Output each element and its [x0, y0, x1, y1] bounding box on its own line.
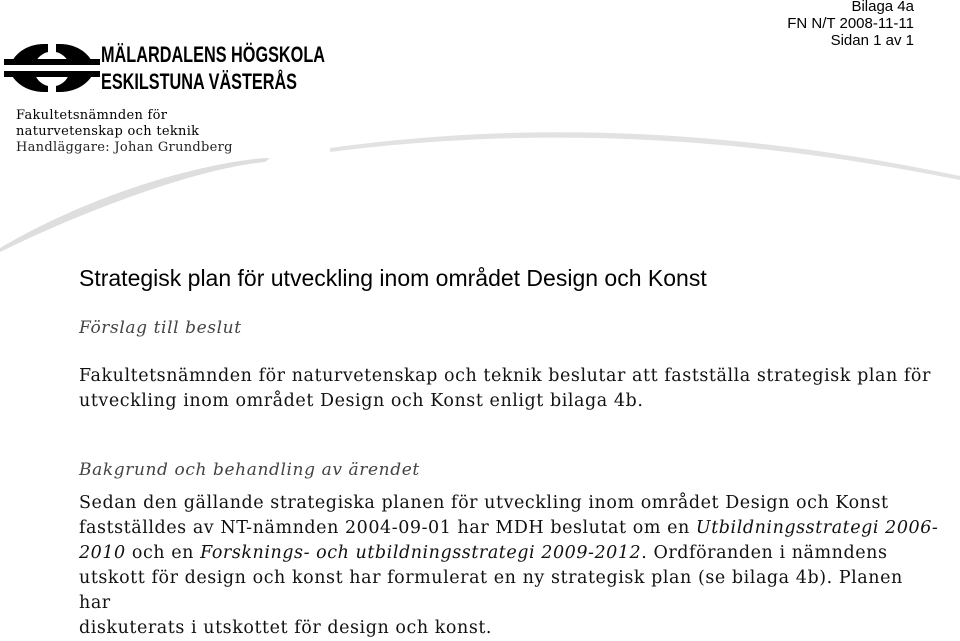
logo-line2: ESKILSTUNA VÄSTERÅS: [101, 69, 367, 94]
education-strategy-ref-b: 2010: [79, 543, 126, 563]
proposal-text: [79, 364, 939, 414]
background-heading: Bakgrund och behandling av ärendet: [79, 460, 420, 480]
university-logo: [4, 38, 367, 98]
background-line-3b: och en: [125, 543, 201, 563]
decorative-swoosh: [0, 118, 960, 258]
handler-line: Handläggare: Johan Grundberg: [16, 140, 233, 155]
faculty-line-1: Fakultetsnämnden för: [16, 108, 168, 123]
proposal-line-1: Fakultetsnämnden för naturvetenskap och teknik beslutar att fastställa strategisk plan för: [79, 366, 931, 386]
background-line-2a: fastställdes av NT-nämnden 2004-09-01 har MDH beslutat om en: [79, 518, 696, 538]
background-line-3d: . Ordföranden i nämndens: [641, 543, 888, 563]
reference-number: FN N/T 2008-11-11: [787, 15, 914, 32]
attachment-label: Bilaga 4a: [851, 0, 914, 15]
document-header-right: [787, 0, 914, 49]
proposal-line-2: utveckling inom området Design och Konst enligt bilaga 4b.: [79, 391, 644, 411]
logo-line1: MÄLARDALENS HÖGSKOLA: [101, 42, 326, 67]
background-line-5: diskuterats i utskottet för design och konst.: [79, 618, 493, 638]
faculty-line-2: naturvetenskap och teknik: [16, 124, 200, 139]
proposal-heading: Förslag till beslut: [79, 318, 242, 338]
background-line-1: Sedan den gällande strategiska planen för utveckling inom området Design och Konst: [79, 493, 889, 513]
background-line-3: [79, 541, 939, 566]
document-title: Strategisk plan för utveckling inom området Design och Konst: [79, 265, 707, 291]
background-line-2: [79, 516, 939, 541]
logo-emblem-icon: [4, 38, 367, 98]
research-strategy-ref: Forsknings- och utbildningsstrategi 2009-2012: [200, 543, 642, 563]
background-text: [79, 491, 939, 641]
page-indicator: Sidan 1 av 1: [830, 32, 914, 49]
background-line-4: utskott för design och konst har formulerat en ny strategisk plan (se bilaga 4b). Planen har: [79, 568, 903, 613]
education-strategy-ref-a: Utbildningsstrategi 2006-: [695, 518, 939, 538]
